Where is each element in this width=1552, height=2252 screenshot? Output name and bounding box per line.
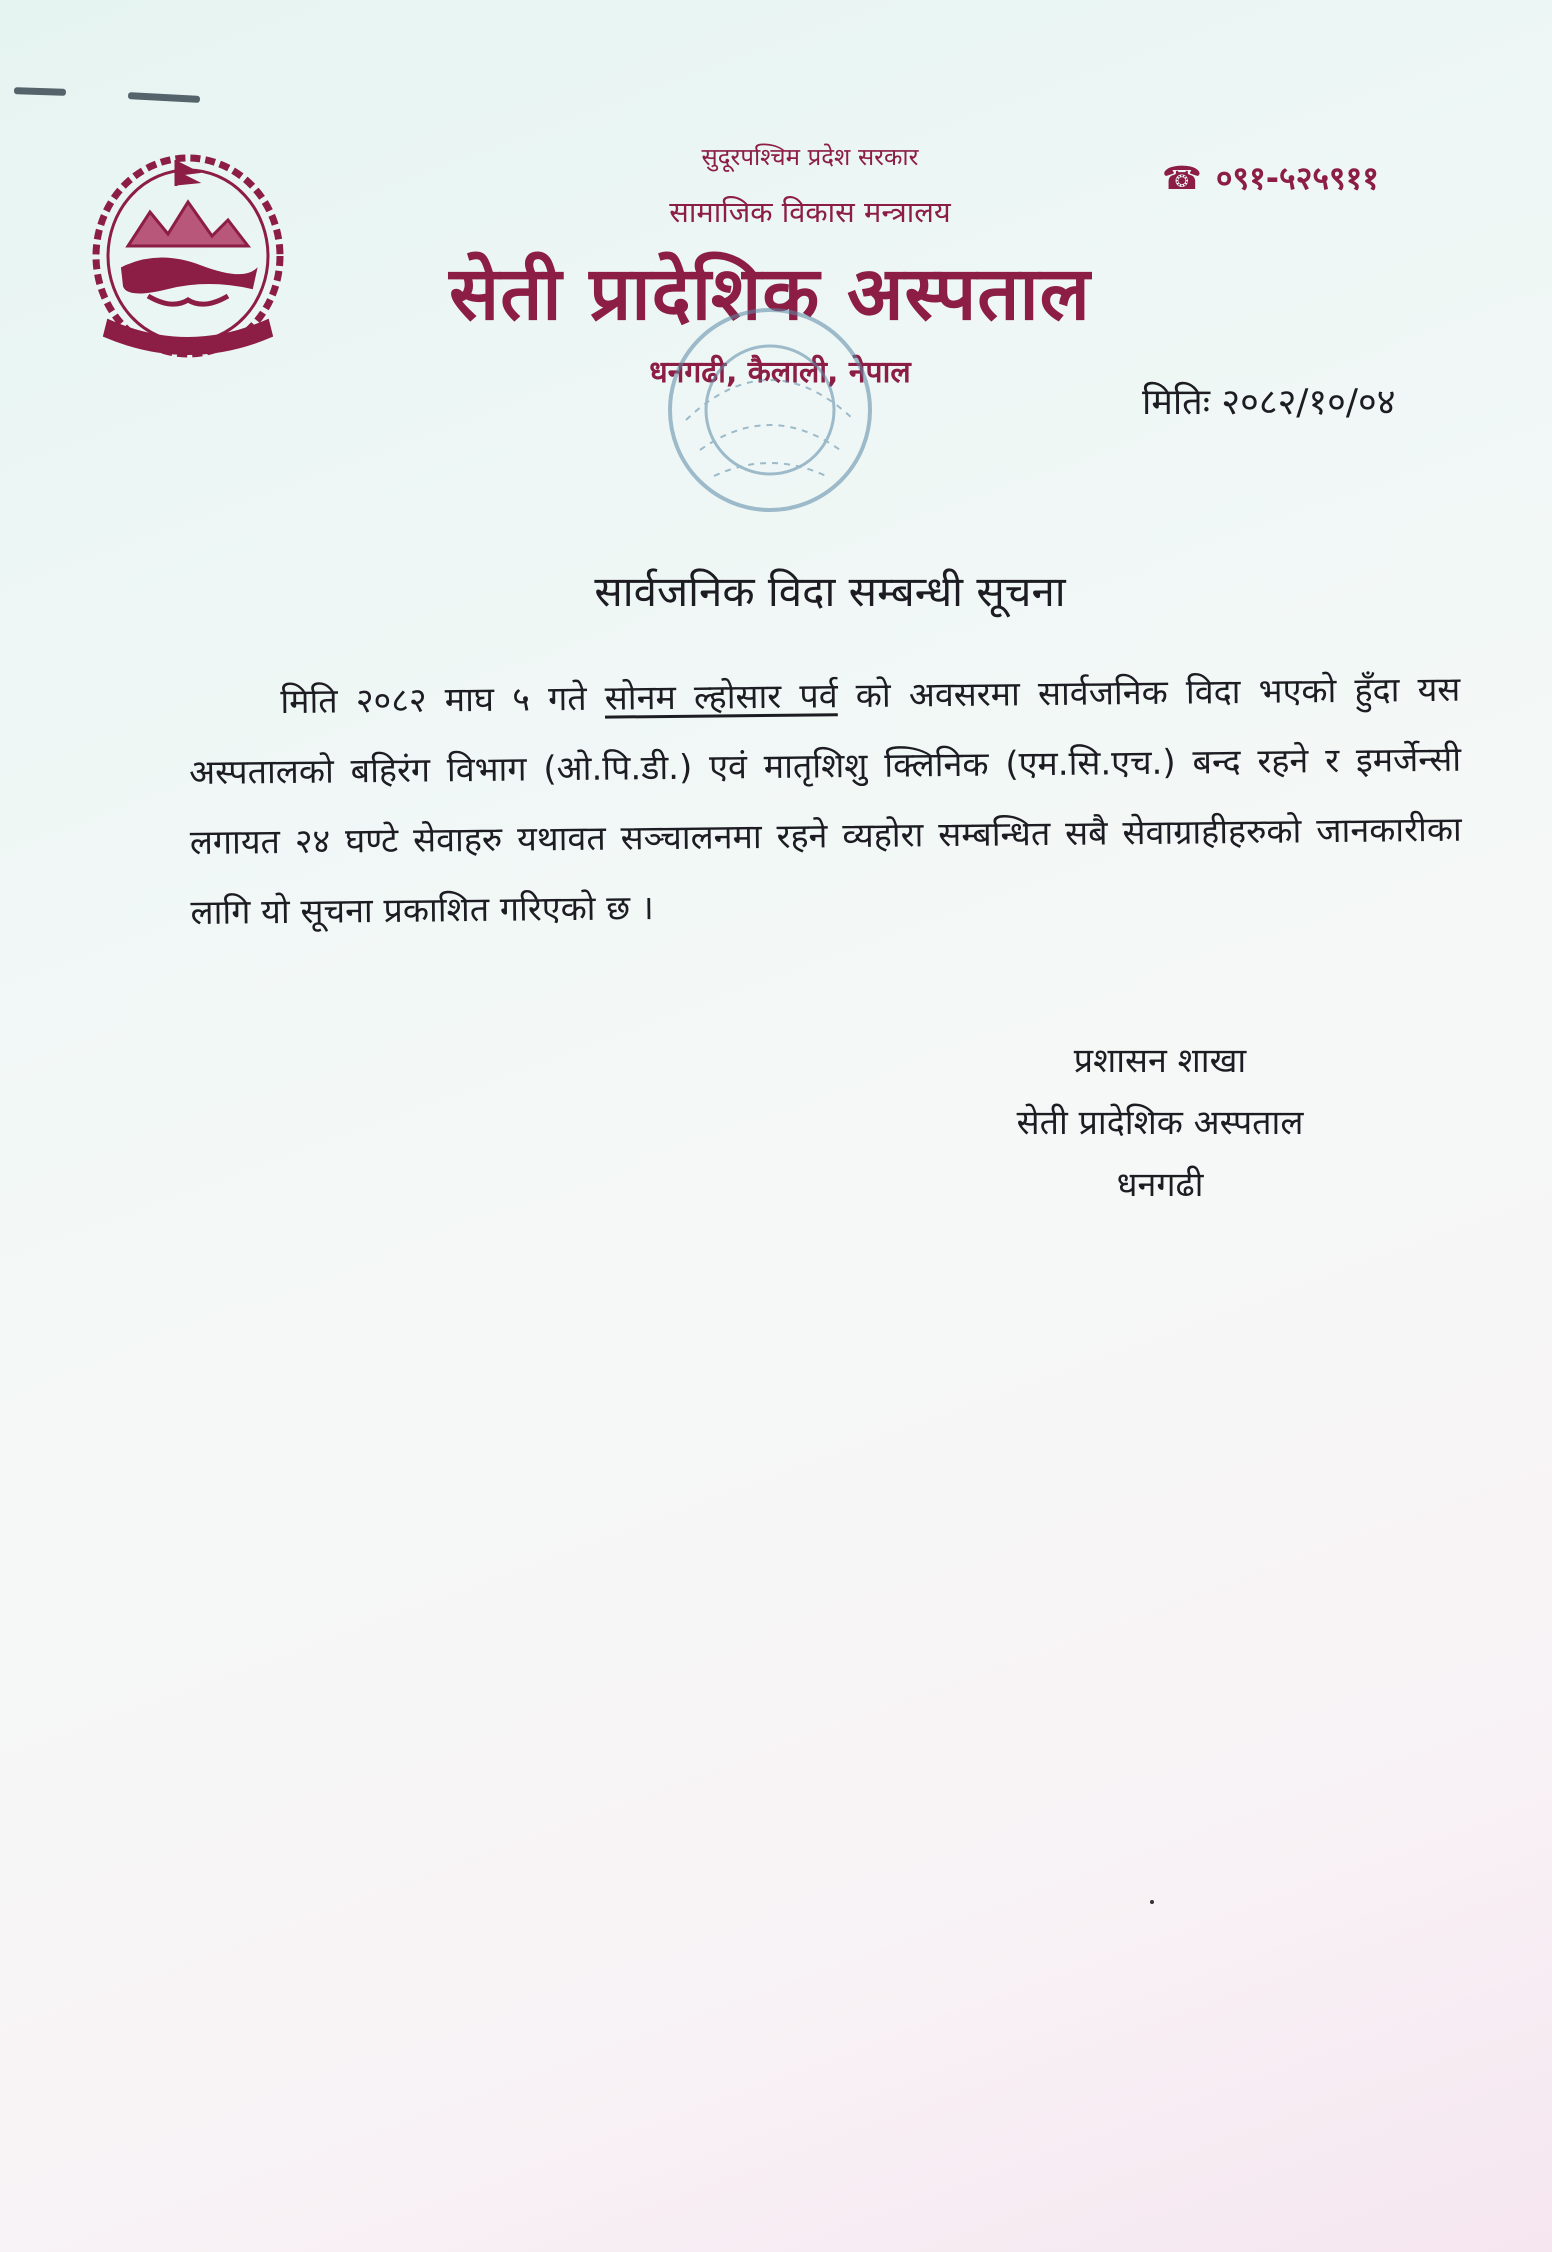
hospital-address: धनगढी, कैलाली, नेपाल xyxy=(649,355,911,390)
notice-title: सार्वजनिक विदा सम्बन्धी सूचना xyxy=(594,567,1066,616)
notice-text-start: मिति २०८२ माघ ५ गते xyxy=(280,678,606,723)
hospital-name: सेती प्रादेशिक अस्पताल xyxy=(449,251,1091,337)
festival-name: सोनम ल्होसार पर्व xyxy=(604,676,838,719)
signature-department: प्रशासन शाखा xyxy=(1073,1041,1247,1081)
notice-text-rest: को अवसरमा सार्वजनिक विदा भएको हुँदा यस अस्पतालको बहिरंग विभाग (ओ.पि.डी.) एवं मातृशिशु क्लिनिक (एम.सि.एच.) बन्द रहने र इमर्जेन्सी लगायत २४ घण्टे सेवाहरु यथावत सञ्चालनमा रहने व्यहोरा सम्बन्धित सबै सेवाग्राहीहरुको जानकारीका लागि यो सूचना प्रकाशित गरिएको छ । xyxy=(188,669,1462,933)
phone-value: ०९१-५२५९११ xyxy=(1215,159,1379,197)
notice-date: मितिः २०८२/१०/०४ xyxy=(1142,382,1396,423)
nepal-emblem-icon xyxy=(88,150,288,362)
paper-speck xyxy=(1150,1900,1154,1904)
signature-location: धनगढी xyxy=(1116,1165,1204,1205)
binding-mark xyxy=(14,87,66,96)
province-government: सुदूरपश्चिम प्रदेश सरकार xyxy=(701,143,919,171)
binding-mark xyxy=(128,92,200,103)
notice-paragraph xyxy=(188,655,1463,948)
signature-organization: सेती प्रादेशिक अस्पताल xyxy=(1016,1103,1304,1143)
signature-block xyxy=(940,1030,1380,1216)
office-stamp-icon xyxy=(650,300,890,520)
telephone-icon: ☎ xyxy=(1162,159,1202,197)
phone-number xyxy=(1162,156,1379,199)
ministry-name: सामाजिक विकास मन्त्रालय xyxy=(669,195,951,229)
notice-body xyxy=(188,655,1463,948)
